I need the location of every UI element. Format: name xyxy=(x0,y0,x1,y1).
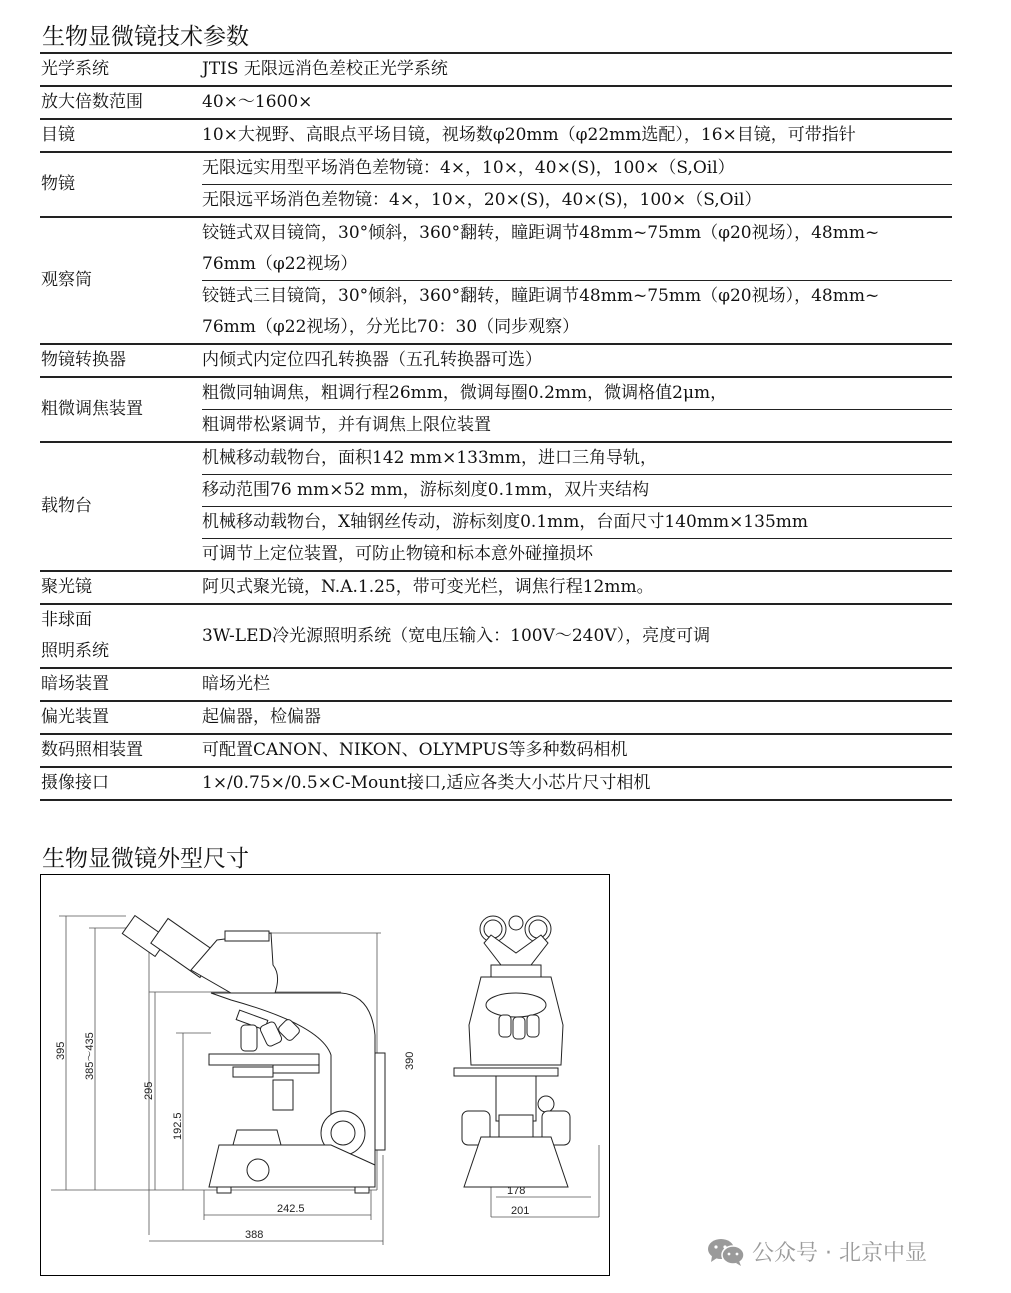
row-value: 粗调带松紧调节，并有调焦上限位装置 xyxy=(202,415,491,435)
dim-295: 295 xyxy=(143,1081,155,1100)
row-value: 机械移动载物台，面积142 mm×133mm，进口三角导轨， xyxy=(202,448,658,468)
row-value: 40×～1600× xyxy=(202,92,313,112)
row-label: 摄像接口 xyxy=(40,767,201,800)
dimensions-section-title: 生物显微镜外型尺寸 xyxy=(42,846,249,872)
row-label: 光学系统 xyxy=(40,53,201,86)
dim-178: 178 xyxy=(507,1185,526,1197)
row-label: 观察筒 xyxy=(40,217,201,344)
row-label: 非球面 照明系统 xyxy=(40,604,201,668)
dim-192-5: 192.5 xyxy=(172,1112,184,1140)
row-value: 76mm（φ22视场） xyxy=(202,254,358,274)
row-value: 机械移动载物台，X轴钢丝传动，游标刻度0.1mm，台面尺寸140mm×135mm xyxy=(202,512,808,532)
row-value: 可调节上定位装置，可防止物镜和标本意外碰撞损坏 xyxy=(202,544,593,564)
row-value: 暗场光栏 xyxy=(202,674,270,694)
table-row xyxy=(40,344,952,377)
row-value: 铰链式三目镜筒，30°倾斜，360°翻转，瞳距调节48mm~75mm（φ20视场），48mm~ xyxy=(202,286,880,306)
row-value: 3W-LED冷光源照明系统（宽电压输入：100V～240V），亮度可调 xyxy=(202,625,711,646)
table-row xyxy=(40,119,952,152)
row-label: 粗微调焦装置 xyxy=(40,377,201,442)
row-label: 放大倍数范围 xyxy=(40,86,201,119)
table-row xyxy=(40,86,952,119)
watermark-text: 公众号 · 北京中显 xyxy=(752,1241,927,1266)
dim-201: 201 xyxy=(511,1205,530,1217)
row-value: 可配置CANON、NIKON、OLYMPUS等多种数码相机 xyxy=(202,740,628,760)
table-row xyxy=(40,767,952,800)
row-label: 物镜转换器 xyxy=(40,344,201,377)
wechat-icon xyxy=(706,1237,746,1267)
table-row xyxy=(40,701,952,734)
table-row xyxy=(40,217,952,344)
spec-table xyxy=(40,52,952,801)
row-value: 粗微同轴调焦，粗调行程26mm，微调每圈0.2mm，微调格值2μm， xyxy=(202,383,728,403)
row-value: 内倾式内定位四孔转换器（五孔转换器可选） xyxy=(202,350,542,370)
row-label: 数码照相装置 xyxy=(40,734,201,767)
microscope-drawing-icon xyxy=(41,875,611,1277)
dim-242-5: 242.5 xyxy=(277,1203,305,1215)
table-row xyxy=(40,668,952,701)
dim-395: 395 xyxy=(55,1041,67,1060)
dim-388: 388 xyxy=(245,1229,264,1241)
row-value: JTIS 无限远消色差校正光学系统 xyxy=(202,59,448,79)
row-value: 铰链式双目镜筒，30°倾斜，360°翻转，瞳距调节48mm~75mm（φ20视场），48mm~ xyxy=(202,223,880,243)
dim-390: 390 xyxy=(404,1051,416,1070)
table-row xyxy=(40,734,952,767)
watermark xyxy=(706,1236,927,1267)
row-label: 目镜 xyxy=(40,119,201,152)
row-label: 载物台 xyxy=(40,442,201,571)
row-value: 阿贝式聚光镜，N.A.1.25，带可变光栏，调焦行程12mm。 xyxy=(202,577,654,597)
row-label: 聚光镜 xyxy=(40,571,201,604)
table-row xyxy=(40,53,952,86)
row-label: 偏光装置 xyxy=(40,701,201,734)
table-row xyxy=(40,442,952,571)
row-label: 暗场装置 xyxy=(40,668,201,701)
spec-section-title: 生物显微镜技术参数 xyxy=(42,24,249,50)
row-value: 10×大视野、高眼点平场目镜，视场数φ20mm（φ22mm选配），16×目镜，可带指针 xyxy=(202,125,856,145)
row-value: 移动范围76 mm×52 mm，游标刻度0.1mm，双片夹结构 xyxy=(202,480,650,500)
row-value: 起偏器，检偏器 xyxy=(202,707,321,727)
table-row xyxy=(40,571,952,604)
row-label: 物镜 xyxy=(40,152,201,217)
dim-385-435: 385～435 xyxy=(84,1032,96,1080)
row-value: 无限远实用型平场消色差物镜：4×，10×，40×(S)，100×（S,Oil） xyxy=(202,158,735,178)
row-value: 无限远平场消色差物镜：4×，10×，20×(S)，40×(S)，100×（S,Oil） xyxy=(202,190,762,210)
row-value: 76mm（φ22视场），分光比70：30（同步观察） xyxy=(202,317,580,337)
dimension-drawing xyxy=(40,874,610,1276)
table-row xyxy=(40,604,952,668)
table-row xyxy=(40,377,952,442)
row-value: 1×/0.75×/0.5×C-Mount接口,适应各类大小芯片尺寸相机 xyxy=(202,773,651,793)
table-row xyxy=(40,152,952,217)
